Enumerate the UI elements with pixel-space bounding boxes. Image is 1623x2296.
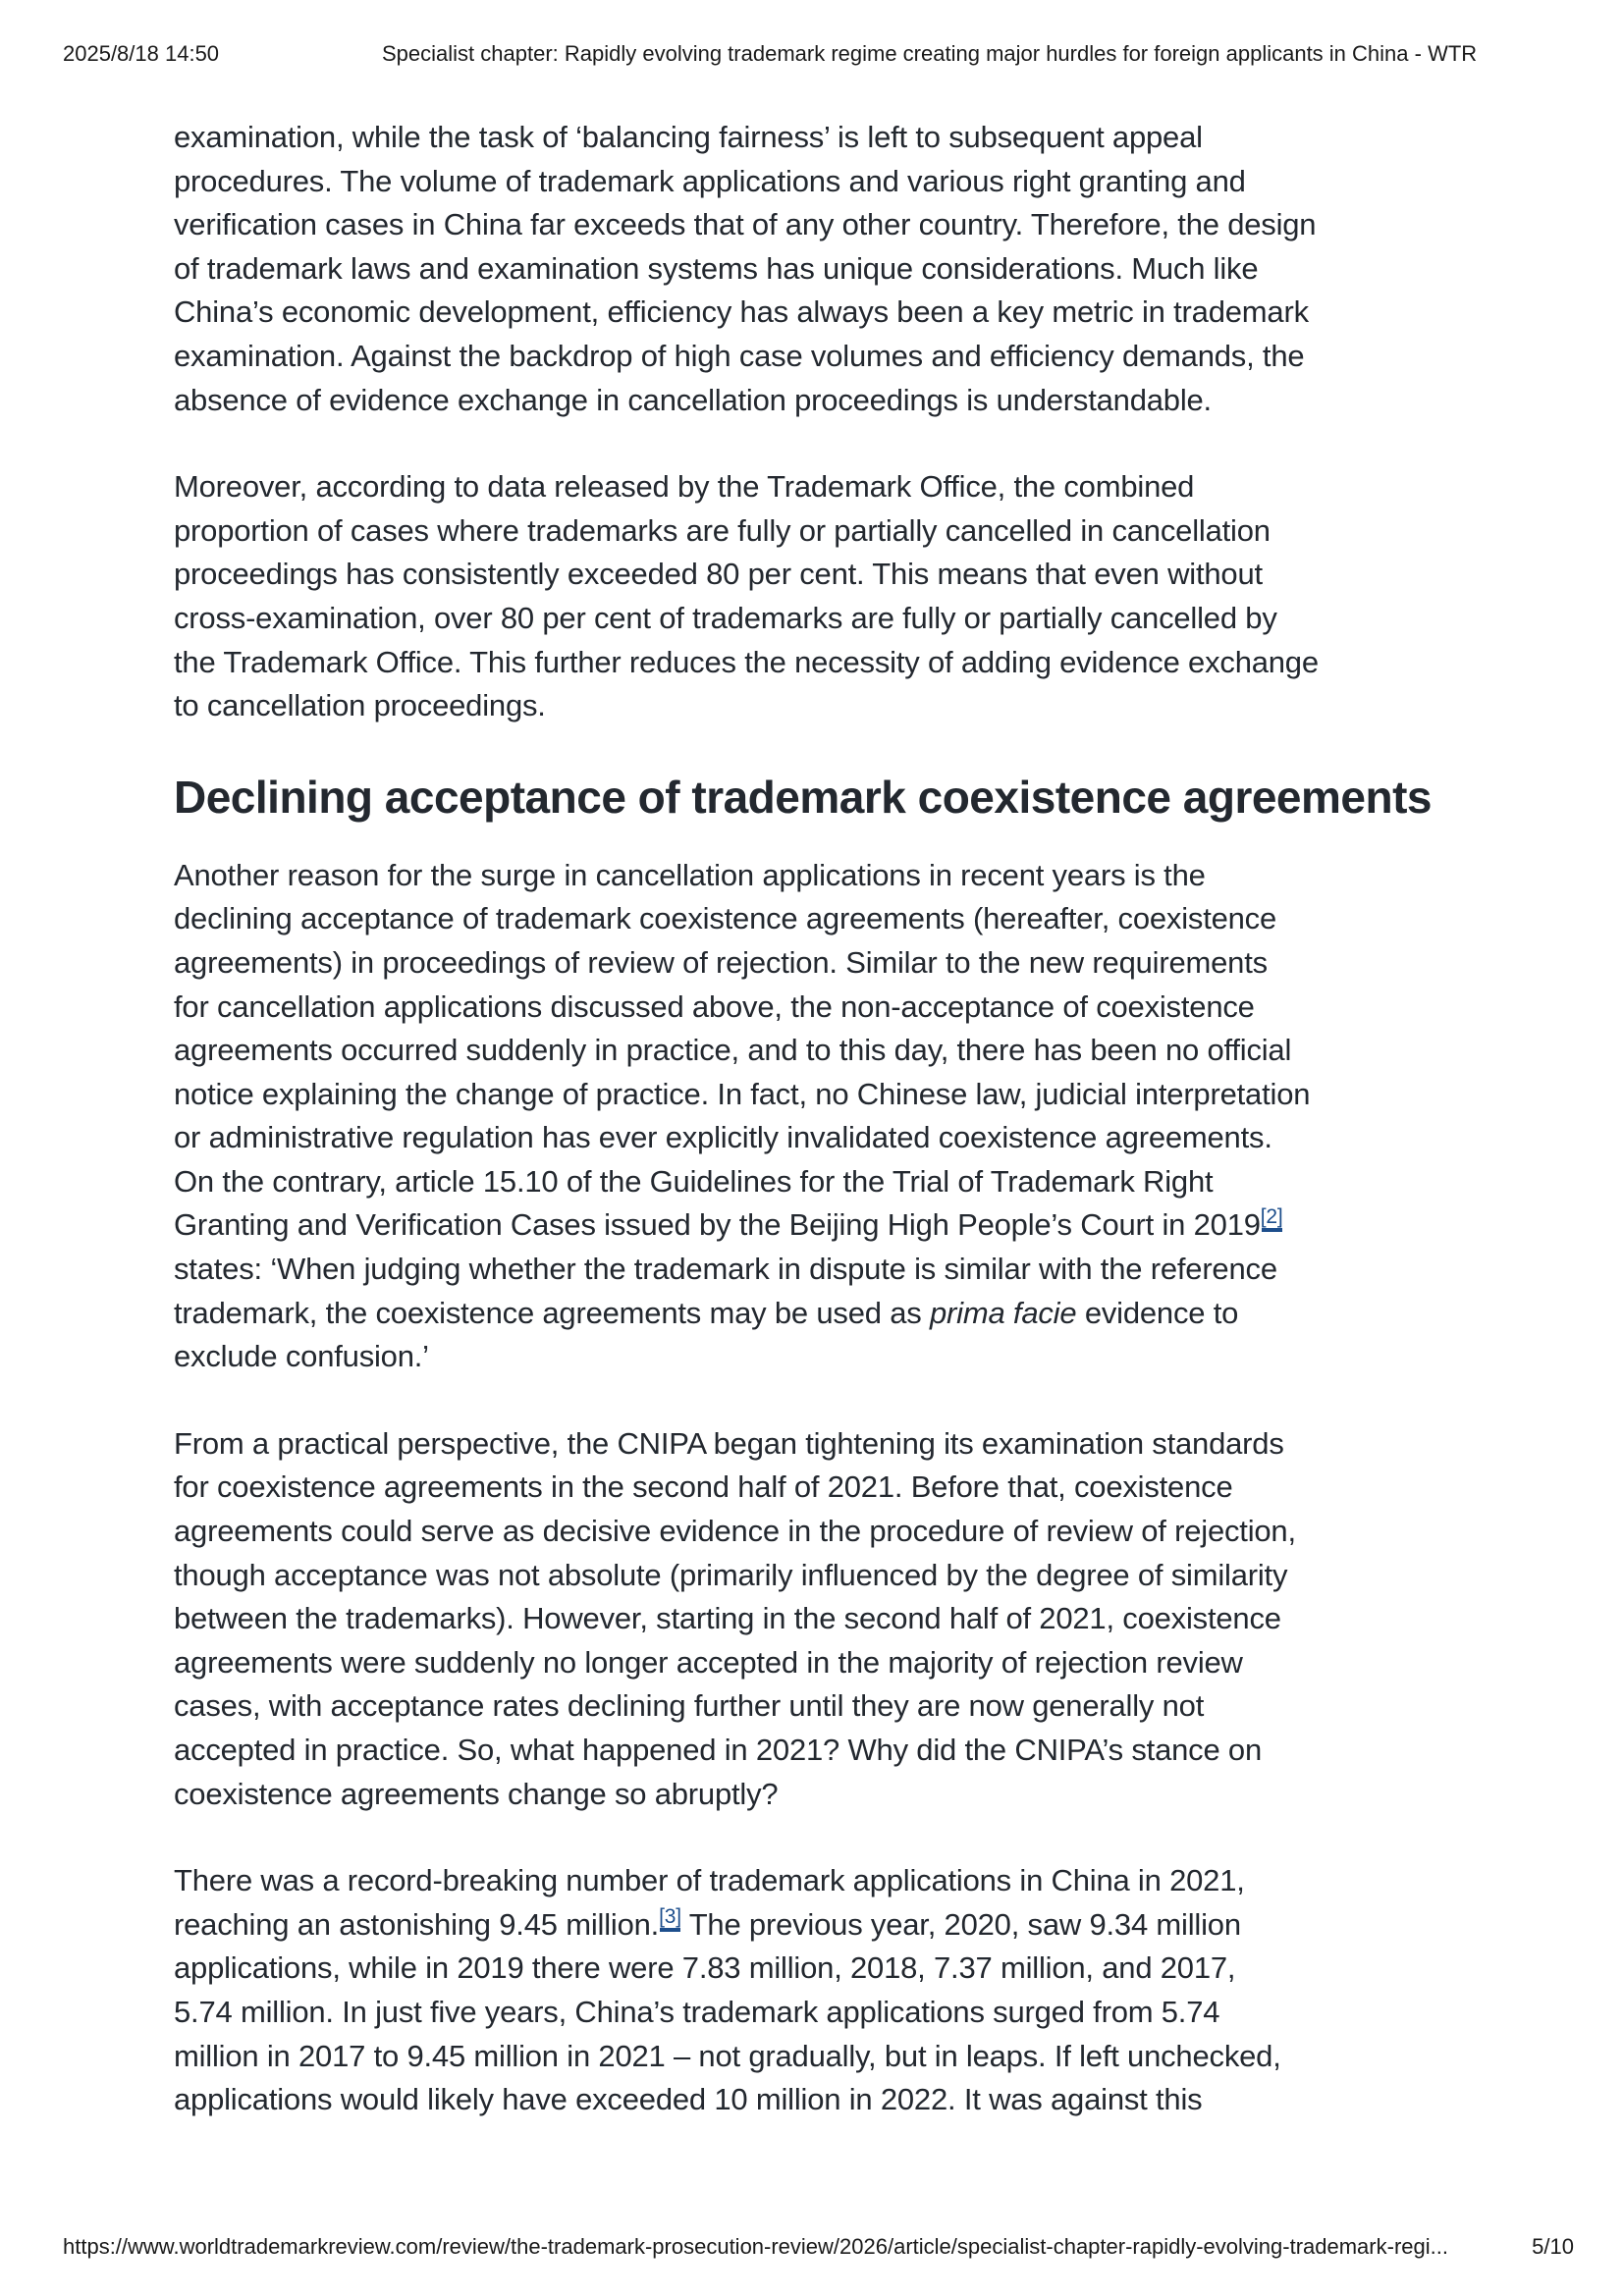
paragraph	[174, 1859, 1489, 2122]
text-line: the Trademark Office. This further reduces the necessity of adding evidence exchange	[174, 644, 1319, 679]
text-line: agreements were suddenly no longer accepted in the majority of rejection review	[174, 1644, 1243, 1680]
text-line: absence of evidence exchange in cancellation proceedings is understandable.	[174, 382, 1212, 417]
text-line: states: ‘When judging whether the trademark in dispute is similar with the reference	[174, 1252, 1277, 1287]
text-line: proceedings has consistently exceeded 80 per cent. This means that even without	[174, 557, 1263, 592]
text-line: agreements could serve as decisive evidence in the procedure of review of rejection,	[174, 1514, 1296, 1549]
print-footer-page-number: 5/10	[1532, 2234, 1574, 2259]
article-content	[174, 116, 1489, 2165]
paragraph	[174, 1422, 1489, 1816]
text-line: though acceptance was not absolute (primarily influenced by the degree of similarity	[174, 1557, 1288, 1592]
text-line: reaching an astonishing 9.45 million.[3] The previous year, 2020, saw 9.34 million	[174, 1904, 1241, 1942]
text-line: cases, with acceptance rates declining further until they are now generally not	[174, 1688, 1205, 1724]
text-line: examination, while the task of ‘balancing fairness’ is left to subsequent appeal	[174, 120, 1203, 154]
text-line: agreements occurred suddenly in practice, and to this day, there has been no official	[174, 1033, 1292, 1068]
text-line: coexistence agreements change so abruptly?	[174, 1776, 779, 1811]
italic-phrase: prima facie	[929, 1295, 1077, 1330]
text-line: applications would likely have exceeded 10 million in 2022. It was against this	[174, 2082, 1203, 2117]
print-footer-url: https://www.worldtrademarkreview.com/review/the-trademark-prosecution-review/2026/article/specialist-chapter-rapidly-evolving-trademark-regi...	[63, 2234, 1448, 2259]
text-line: Another reason for the surge in cancellation applications in recent years is the	[174, 857, 1206, 892]
paragraph	[174, 854, 1489, 1379]
paragraph	[174, 116, 1489, 422]
text-line: or administrative regulation has ever explicitly invalidated coexistence agreements.	[174, 1120, 1272, 1155]
text-line: procedures. The volume of trademark applications and various right granting and	[174, 163, 1246, 198]
text-line: On the contrary, article 15.10 of the Guidelines for the Trial of Trademark Right	[174, 1163, 1214, 1199]
text-line: 5.74 million. In just five years, China’s trademark applications surged from 5.74	[174, 1994, 1220, 2029]
section-heading: Declining acceptance of trademark coexistence agreements	[174, 771, 1433, 823]
text-line: between the trademarks). However, starting in the second half of 2021, coexistence	[174, 1601, 1281, 1636]
text-line: million in 2017 to 9.45 million in 2021 – not gradually, but in leaps. If left unchecked,	[174, 2038, 1281, 2073]
text-line: for coexistence agreements in the second half of 2021. Before that, coexistence	[174, 1469, 1233, 1505]
print-header-datetime: 2025/8/18 14:50	[63, 41, 220, 66]
text-line: There was a record-breaking number of trademark applications in China in 2021,	[174, 1863, 1245, 1898]
text-line: From a practical perspective, the CNIPA began tightening its examination standards	[174, 1425, 1284, 1461]
text-line: proportion of cases where trademarks are fully or partially cancelled in cancellation	[174, 512, 1271, 548]
text-line: of trademark laws and examination systems has unique considerations. Much like	[174, 250, 1259, 286]
text-line: exclude confusion.’	[174, 1339, 429, 1374]
text-line: China’s economic development, efficiency has always been a key metric in trademark	[174, 294, 1309, 330]
text-line: applications, while in 2019 there were 7.83 million, 2018, 7.37 million, and 2017,	[174, 1950, 1236, 1986]
text-line: declining acceptance of trademark coexistence agreements (hereafter, coexistence	[174, 901, 1277, 936]
text-line: cross-examination, over 80 per cent of trademarks are fully or partially cancelled by	[174, 600, 1277, 635]
text-line: verification cases in China far exceeds that of any other country. Therefore, the design	[174, 207, 1317, 242]
text-line: for cancellation applications discussed above, the non-acceptance of coexistence	[174, 988, 1255, 1024]
text-line: notice explaining the change of practice. In fact, no Chinese law, judicial interpretation	[174, 1076, 1311, 1111]
print-header-document-title: Specialist chapter: Rapidly evolving trademark regime creating major hurdles for foreign applicants in China - WTR	[382, 41, 1478, 66]
paragraph	[174, 465, 1489, 728]
text-line: Granting and Verification Cases issued by the Beijing High People’s Court in 2019[2]	[174, 1205, 1283, 1243]
text-line: Moreover, according to data released by the Trademark Office, the combined	[174, 469, 1195, 505]
text-line: agreements) in proceedings of review of rejection. Similar to the new requirements	[174, 944, 1268, 980]
text-line: examination. Against the backdrop of high case volumes and efficiency demands, the	[174, 338, 1305, 373]
text-line: accepted in practice. So, what happened in 2021? Why did the CNIPA’s stance on	[174, 1733, 1262, 1767]
text-line: to cancellation proceedings.	[174, 688, 546, 723]
text-line: trademark, the coexistence agreements may be used as prima facie evidence to	[174, 1295, 1239, 1330]
